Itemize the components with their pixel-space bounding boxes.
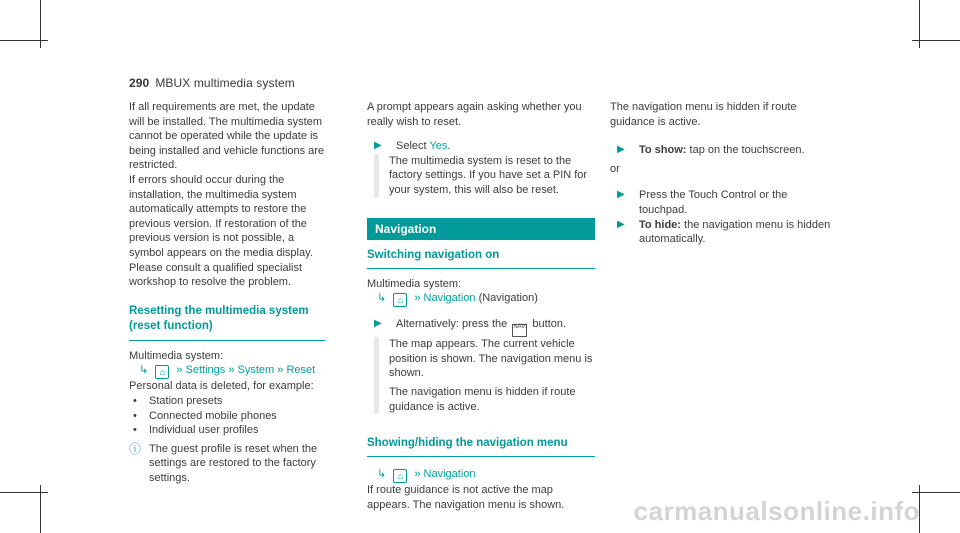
yes-option[interactable]: Yes xyxy=(429,140,448,153)
section-title-showhide: Showing/hiding the navigation menu xyxy=(367,436,595,457)
path-settings[interactable]: Settings xyxy=(185,364,226,377)
list-item: • Station presets xyxy=(133,394,223,407)
deleted-list xyxy=(129,394,325,438)
prompt-text: A prompt appears again asking whether you really wish to reset. xyxy=(367,101,582,128)
chevron-icon: » xyxy=(414,292,421,305)
system-label: Multimedia system: xyxy=(367,277,462,290)
page-number: 290 xyxy=(129,76,150,90)
step-arrow-icon: ▶ xyxy=(617,144,625,156)
info-icon: ⓘ xyxy=(129,441,142,456)
path-navigation[interactable]: Navigation xyxy=(423,468,476,481)
home-icon: ⌂ xyxy=(393,469,407,483)
path-arrow-icon: ↳ xyxy=(377,292,387,305)
chevron-icon: » xyxy=(414,468,421,481)
section-title-reset: Resetting the multimedia system (reset function) xyxy=(129,304,325,341)
watermark: carmanualsonline.info xyxy=(633,496,920,526)
update-intro: If all requirements are met, the update will be installed. The multimedia system cannot be operated while the update is being installed and vehicle functions are restricted. xyxy=(129,101,325,172)
home-icon: ⌂ xyxy=(393,293,407,307)
step-arrow-icon: ▶ xyxy=(617,218,625,230)
path-arrow-icon: ↳ xyxy=(377,468,387,481)
section-banner-navigation: Navigation xyxy=(367,218,595,240)
note-text: The guest profile is reset when the settings are restored to the factory settings. xyxy=(149,442,318,484)
page-title: MBUX multimedia system xyxy=(155,76,295,90)
chevron-icon: » xyxy=(176,364,183,377)
crop-mark xyxy=(0,40,48,41)
navi-button-icon: NAVI xyxy=(512,324,527,337)
chevron-icon: » xyxy=(277,364,284,377)
step-arrow-icon: ▶ xyxy=(374,140,382,152)
or-text: or xyxy=(610,162,620,175)
step-arrow-icon: ▶ xyxy=(617,189,625,201)
settings-path xyxy=(129,363,325,379)
list-item: • Individual user profiles xyxy=(133,424,259,437)
deleted-text: Personal data is deleted, for example: xyxy=(129,380,314,393)
guidance-text: If route guidance is not active the map appears. The navigation menu is shown. xyxy=(367,484,565,511)
home-icon: ⌂ xyxy=(155,365,169,379)
column-2 xyxy=(367,100,595,512)
alternatively-result: The map appears. The current vehicle position is shown. The navigation menu is shown. The navigation menu is hidden if route guidance is active. xyxy=(374,337,595,414)
update-errors: If errors should occur during the installation, the multimedia system automatically attempts to restore the previous version. If restoration of the previous version is not possible, a symbol appears on the media display. Please consult a qualified specialist workshop to resolve the problem. xyxy=(129,173,313,289)
crop-mark xyxy=(912,40,960,41)
crop-mark xyxy=(0,492,48,493)
chevron-icon: » xyxy=(228,364,235,377)
column-1 xyxy=(129,100,325,485)
list-item: • Connected mobile phones xyxy=(133,409,277,422)
section-title-switching: Switching navigation on xyxy=(367,248,595,269)
system-label: Multimedia system: xyxy=(129,349,224,362)
path-reset[interactable]: Reset xyxy=(286,364,316,377)
step-arrow-icon: ▶ xyxy=(374,318,382,330)
column-3 xyxy=(610,100,835,247)
crop-mark xyxy=(912,492,960,493)
path-system[interactable]: System xyxy=(237,364,275,377)
select-result: The multimedia system is reset to the factory settings. If you have set a PIN for your system, this will also be reset. xyxy=(374,154,595,198)
note xyxy=(129,442,325,486)
navigation-path xyxy=(367,291,595,307)
step-hide: ▶ To hide: the navigation menu is hidden automatically. xyxy=(610,218,835,247)
step-press: ▶ Press the Touch Control or the touchpad. xyxy=(610,188,835,217)
path-navigation[interactable]: Navigation xyxy=(423,292,476,305)
step-show: ▶ To show: tap on the touchscreen. xyxy=(610,143,835,158)
step-select-yes: ▶ Select Yes. xyxy=(367,139,595,154)
path-arrow-icon: ↳ xyxy=(139,364,149,377)
hidden-text: The navigation menu is hidden if route guidance is active. xyxy=(610,101,797,128)
step-alternatively: ▶ Alternatively: press the NAVI button. xyxy=(367,317,595,337)
page-header xyxy=(129,76,295,90)
navigation-path-2 xyxy=(367,467,595,483)
path-navigation-suffix: (Navigation) xyxy=(478,292,538,305)
